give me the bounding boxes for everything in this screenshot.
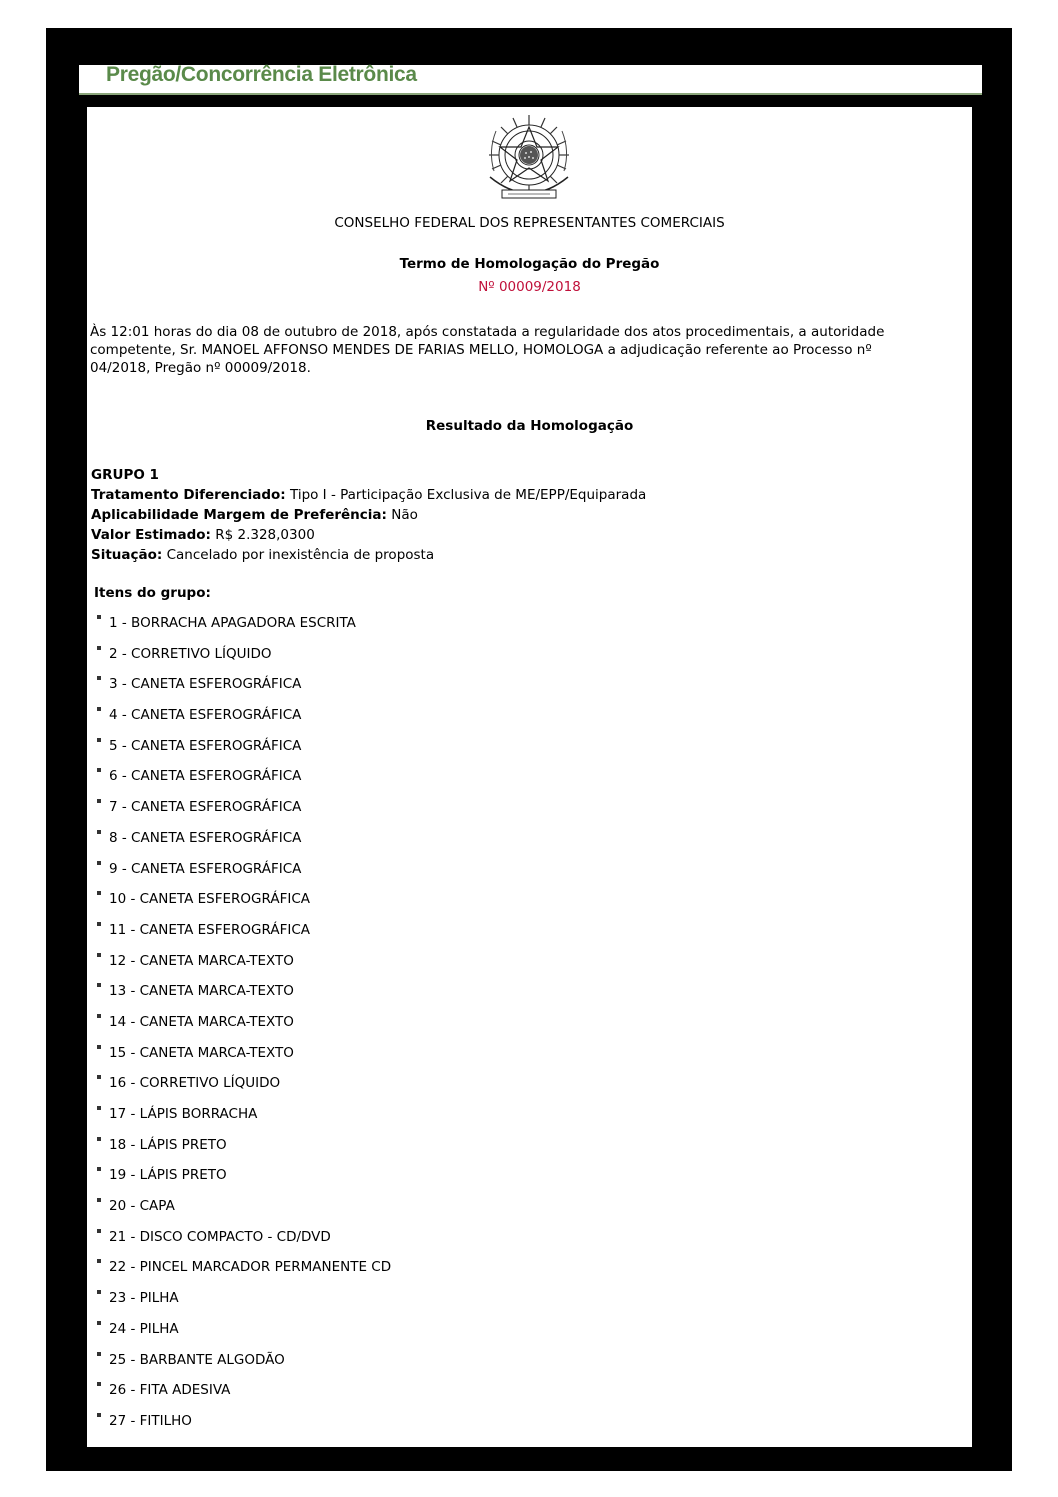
list-item xyxy=(95,1289,391,1320)
item-label: 18 - LÁPIS PRETO xyxy=(109,1136,227,1153)
bullet-icon xyxy=(97,1014,101,1018)
bullet-icon xyxy=(97,1290,101,1294)
group-details xyxy=(91,465,646,565)
item-label: 26 - FITA ADESIVA xyxy=(109,1382,231,1399)
bullet-icon xyxy=(97,1229,101,1233)
item-label: 21 - DISCO COMPACTO - CD/DVD xyxy=(109,1228,331,1245)
item-label: 15 - CANETA MARCA-TEXTO xyxy=(109,1044,294,1061)
item-label: 10 - CANETA ESFEROGRÁFICA xyxy=(109,891,310,908)
list-item xyxy=(95,1166,391,1197)
group-margin xyxy=(91,505,646,525)
bullet-icon xyxy=(97,1106,101,1110)
item-label: 27 - FITILHO xyxy=(109,1412,192,1429)
item-label: 17 - LÁPIS BORRACHA xyxy=(109,1106,258,1122)
item-label: 4 - CANETA ESFEROGRÁFICA xyxy=(109,707,302,724)
document-title: Termo de Homologação do Pregão xyxy=(399,256,660,272)
estimated-value: R$ 2.328,0300 xyxy=(215,527,315,543)
list-item xyxy=(95,737,391,768)
list-item xyxy=(95,1381,391,1412)
list-item xyxy=(95,1228,391,1259)
item-label: 12 - CANETA MARCA-TEXTO xyxy=(109,952,294,969)
bullet-icon xyxy=(97,738,101,742)
organization-name: CONSELHO FEDERAL DOS REPRESENTANTES COMERCIAIS xyxy=(334,215,725,231)
bullet-icon xyxy=(97,830,101,834)
list-item xyxy=(95,614,391,645)
item-label: 22 - PINCEL MARCADOR PERMANENTE CD xyxy=(109,1259,392,1276)
bullet-icon xyxy=(97,953,101,957)
bullet-icon xyxy=(97,1167,101,1171)
list-item xyxy=(95,706,391,737)
treatment-value: Tipo I - Participação Exclusiva de ME/EPP/Equiparada xyxy=(289,487,647,503)
list-item xyxy=(95,1351,391,1382)
list-item xyxy=(95,1136,391,1167)
margin-value: Não xyxy=(391,507,418,523)
paragraph-line: Às 12:01 horas do dia 08 de outubro de 2018, após constatada a regularidade dos atos procedimentais, a autoridade xyxy=(90,324,885,340)
list-item xyxy=(95,1105,391,1136)
list-item xyxy=(95,767,391,798)
page-title: Pregão/Concorrência Eletrônica xyxy=(106,63,417,86)
list-item xyxy=(95,1074,391,1105)
situation-value: Cancelado por inexistência de proposta xyxy=(166,547,435,563)
bullet-icon xyxy=(97,1382,101,1386)
list-item xyxy=(95,675,391,706)
list-item xyxy=(95,890,391,921)
treatment-label: Tratamento Diferenciado: xyxy=(91,487,286,503)
paragraph-line: 04/2018, Pregão nº 00009/2018. xyxy=(90,360,311,376)
group-estimated-value xyxy=(91,525,646,545)
item-label: 1 - BORRACHA APAGADORA ESCRITA xyxy=(109,615,356,631)
item-label: 16 - CORRETIVO LÍQUIDO xyxy=(109,1075,281,1092)
items-header: Itens do grupo: xyxy=(94,585,211,601)
bullet-icon xyxy=(97,1352,101,1356)
group-name: GRUPO 1 xyxy=(91,467,159,483)
bullet-icon xyxy=(97,1137,101,1141)
bullet-icon xyxy=(97,1321,101,1325)
bullet-icon xyxy=(97,799,101,803)
bullet-icon xyxy=(97,1075,101,1079)
bullet-icon xyxy=(97,1259,101,1263)
homologation-paragraph xyxy=(90,323,970,377)
situation-label: Situação: xyxy=(91,547,163,563)
bullet-icon xyxy=(97,891,101,895)
item-label: 7 - CANETA ESFEROGRÁFICA xyxy=(109,799,302,816)
list-item xyxy=(95,1044,391,1075)
document-content xyxy=(87,107,972,1447)
list-item xyxy=(95,860,391,891)
item-label: 11 - CANETA ESFEROGRÁFICA xyxy=(109,921,310,938)
bullet-icon xyxy=(97,861,101,865)
bullet-icon xyxy=(97,676,101,680)
list-item xyxy=(95,1320,391,1351)
item-label: 3 - CANETA ESFEROGRÁFICA xyxy=(109,676,302,693)
list-item xyxy=(95,982,391,1013)
list-item xyxy=(95,1013,391,1044)
group-situation xyxy=(91,545,646,565)
bullet-icon xyxy=(97,922,101,926)
items-list xyxy=(95,614,391,1443)
item-label: 9 - CANETA ESFEROGRÁFICA xyxy=(109,860,302,877)
item-label: 20 - CAPA xyxy=(109,1198,175,1215)
margin-label: Aplicabilidade Margem de Preferência: xyxy=(91,507,387,523)
item-label: 23 - PILHA xyxy=(109,1290,179,1307)
item-label: 13 - CANETA MARCA-TEXTO xyxy=(109,983,294,1000)
item-label: 8 - CANETA ESFEROGRÁFICA xyxy=(109,829,302,846)
bullet-icon xyxy=(97,615,101,619)
bullet-icon xyxy=(97,983,101,987)
document-number: Nº 00009/2018 xyxy=(478,279,581,295)
title-bar xyxy=(79,65,982,95)
document-page xyxy=(46,28,1012,1471)
item-label: 5 - CANETA ESFEROGRÁFICA xyxy=(109,737,302,754)
item-label: 2 - CORRETIVO LÍQUIDO xyxy=(109,645,272,662)
list-item xyxy=(95,1197,391,1228)
group-treatment xyxy=(91,485,646,505)
bullet-icon xyxy=(97,646,101,650)
paragraph-line: competente, Sr. MANOEL AFFONSO MENDES DE FARIAS MELLO, HOMOLOGA a adjudicação referente ao Processo nº xyxy=(90,342,872,358)
item-label: 25 - BARBANTE ALGODÃO xyxy=(109,1351,285,1368)
item-label: 19 - LÁPIS PRETO xyxy=(109,1167,227,1184)
item-label: 24 - PILHA xyxy=(109,1320,179,1337)
list-item xyxy=(95,645,391,676)
item-label: 6 - CANETA ESFEROGRÁFICA xyxy=(109,768,302,785)
list-item xyxy=(95,829,391,860)
list-item xyxy=(95,1258,391,1289)
bullet-icon xyxy=(97,768,101,772)
estimated-value-label: Valor Estimado: xyxy=(91,527,211,543)
bullet-icon xyxy=(97,1045,101,1049)
result-title: Resultado da Homologação xyxy=(425,418,634,434)
list-item xyxy=(95,1412,391,1443)
brazil-coat-of-arms-icon xyxy=(482,111,576,207)
bullet-icon xyxy=(97,1413,101,1417)
list-item xyxy=(95,798,391,829)
bullet-icon xyxy=(97,1198,101,1202)
bullet-icon xyxy=(97,707,101,711)
list-item xyxy=(95,952,391,983)
item-label: 14 - CANETA MARCA-TEXTO xyxy=(109,1013,294,1030)
list-item xyxy=(95,921,391,952)
